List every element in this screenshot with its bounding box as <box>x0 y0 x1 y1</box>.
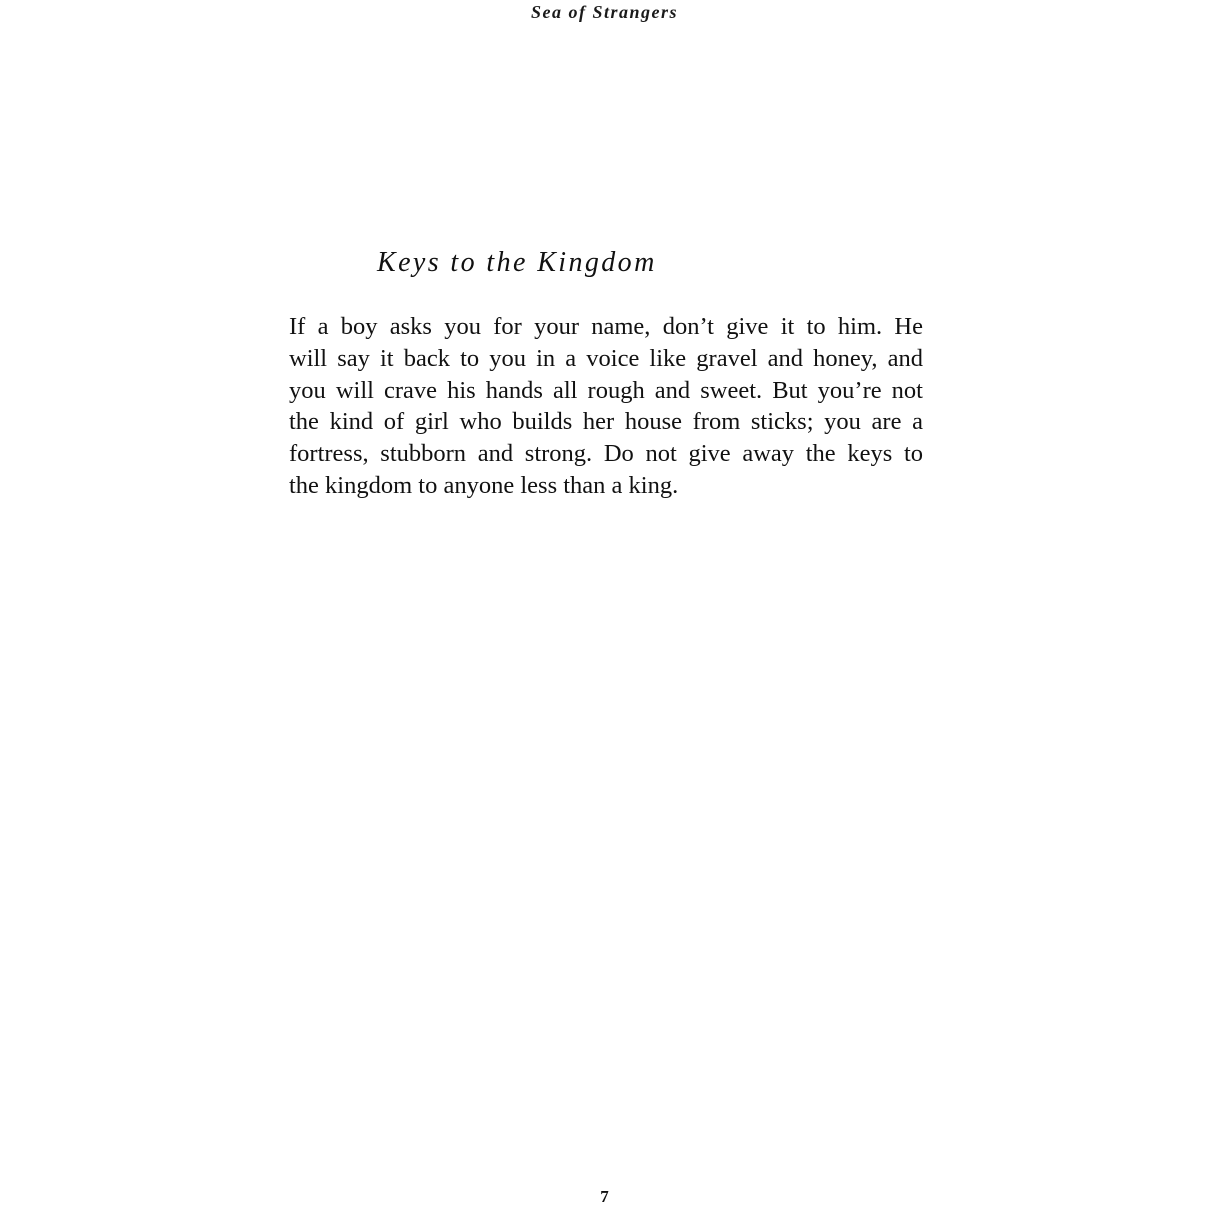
page-number: 7 <box>600 1187 609 1206</box>
poem-line: will say it back to you in a voice like gravel and honey, and <box>289 344 923 372</box>
running-head: Sea of Strangers <box>530 2 679 22</box>
poem-line: the kind of girl who builds her house from sticks; you are a <box>289 408 923 436</box>
poem-line: you will crave his hands all rough and sweet. But you’re not <box>289 376 923 404</box>
poem-line: the kingdom to anyone less than a king. <box>289 471 679 499</box>
poem-line: If a boy asks you for your name, don’t give it to him. He <box>289 313 923 340</box>
poem-line: fortress, stubborn and strong. Do not give away the keys to <box>289 440 923 468</box>
poem-title: Keys to the Kingdom <box>377 247 657 278</box>
poem-body <box>289 311 923 502</box>
